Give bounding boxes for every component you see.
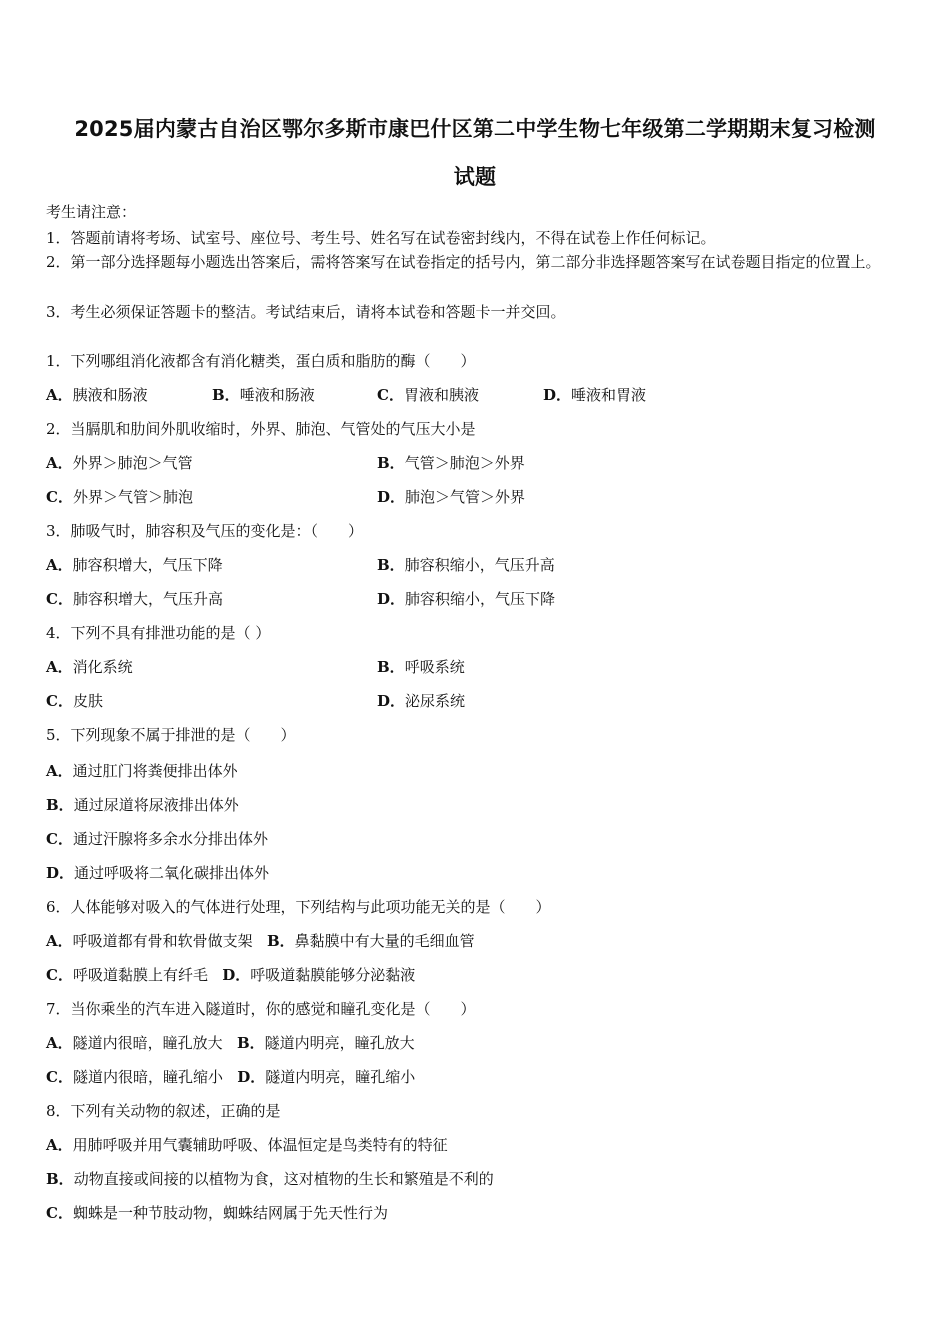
question-7-option-a[interactable]: A．隧道内很暗，瞳孔放大 [46, 1034, 223, 1052]
question-8-stem: 8．下列有关动物的叙述，正确的是 [46, 1102, 281, 1120]
question-5-option-b[interactable]: B．通过尿道将尿液排出体外 [46, 796, 239, 814]
question-2-option-d[interactable]: D．肺泡＞气管＞外界 [377, 488, 526, 506]
question-6-option-d[interactable]: D．呼吸道黏膜能够分泌黏液 [222, 966, 416, 984]
question-6-stem: 6．人体能够对吸入的气体进行处理，下列结构与此项功能无关的是（ ） [46, 898, 551, 916]
question-6-option-c[interactable]: C．呼吸道黏膜上有纤毛 [46, 966, 208, 984]
question-3-option-b[interactable]: B．肺容积缩小，气压升高 [377, 556, 555, 574]
question-5-stem: 5．下列现象不属于排泄的是（ ） [46, 726, 296, 744]
question-8-option-c[interactable]: C．蜘蛛是一种节肢动物，蜘蛛结网属于先天性行为 [46, 1204, 388, 1222]
question-4-option-b[interactable]: B．呼吸系统 [377, 658, 465, 676]
question-6-options-row-1 [46, 931, 475, 951]
question-5-option-a[interactable]: A．通过肛门将粪便排出体外 [46, 762, 238, 780]
page-title-line-1: 2025届内蒙古自治区鄂尔多斯市康巴什区第二中学生物七年级第二学期期末复习检测 [74, 117, 876, 141]
question-2-option-a[interactable]: A．外界＞肺泡＞气管 [46, 454, 193, 472]
question-1-option-a[interactable]: A．胰液和肠液 [46, 386, 148, 404]
question-4-option-d[interactable]: D．泌尿系统 [377, 692, 466, 710]
question-8-option-a[interactable]: A．用肺呼吸并用气囊辅助呼吸、体温恒定是鸟类特有的特征 [46, 1136, 448, 1154]
question-2-option-c[interactable]: C．外界＞气管＞肺泡 [46, 488, 193, 506]
question-7-options-row-1 [46, 1033, 415, 1053]
question-7-option-b[interactable]: B．隧道内明亮，瞳孔放大 [236, 1034, 415, 1052]
question-1-option-d[interactable]: D．唾液和胃液 [543, 386, 647, 404]
page-title-line-2: 试题 [453, 165, 497, 189]
question-1-option-c[interactable]: C．胃液和胰液 [377, 386, 479, 404]
question-7-option-c[interactable]: C．隧道内很暗，瞳孔缩小 [46, 1068, 223, 1086]
question-6-option-b[interactable]: B．鼻黏膜中有大量的毛细血管 [266, 932, 475, 950]
notice-item-2: 2．第一部分选择题每小题选出答案后，需将答案写在试卷指定的括号内，第二部分非选择题答案写在试卷题目指定的位置上。 [46, 253, 881, 271]
question-3-option-d[interactable]: D．肺容积缩小，气压下降 [377, 590, 556, 608]
question-3-option-a[interactable]: A．肺容积增大，气压下降 [46, 556, 223, 574]
question-5-option-c[interactable]: C．通过汗腺将多余水分排出体外 [46, 830, 268, 848]
question-2-stem: 2．当膈肌和肋间外肌收缩时，外界、肺泡、气管处的气压大小是 [46, 420, 476, 438]
question-2-option-b[interactable]: B．气管＞肺泡＞外界 [377, 454, 525, 472]
question-7-option-d[interactable]: D．隧道内明亮，瞳孔缩小 [237, 1068, 416, 1086]
notice-item-3: 3．考生必须保证答题卡的整洁。考试结束后，请将本试卷和答题卡一并交回。 [46, 303, 566, 321]
notice-item-1: 1．答题前请将考场、试室号、座位号、考生号、姓名写在试卷密封线内，不得在试卷上作任何标记。 [46, 229, 716, 247]
question-1-option-b[interactable]: B．唾液和肠液 [212, 386, 315, 404]
question-3-stem: 3．肺吸气时，肺容积及气压的变化是：（ ） [46, 522, 364, 540]
question-4-option-a[interactable]: A．消化系统 [46, 658, 133, 676]
notice-heading: 考生请注意： [46, 203, 137, 221]
question-7-stem: 7．当你乘坐的汽车进入隧道时，你的感觉和瞳孔变化是（ ） [46, 1000, 476, 1018]
question-1-stem: 1．下列哪组消化液都含有消化糖类，蛋白质和脂肪的酶（ ） [46, 352, 476, 370]
question-8-option-b[interactable]: B．动物直接或间接的以植物为食，这对植物的生长和繁殖是不利的 [46, 1170, 494, 1188]
question-6-option-a[interactable]: A．呼吸道都有骨和软骨做支架 [46, 932, 253, 950]
question-6-options-row-2 [46, 965, 415, 985]
question-4-option-c[interactable]: C．皮肤 [46, 692, 103, 710]
question-3-option-c[interactable]: C．肺容积增大，气压升高 [46, 590, 223, 608]
question-7-options-row-2 [46, 1067, 415, 1087]
question-5-option-d[interactable]: D．通过呼吸将二氧化碳排出体外 [46, 864, 270, 882]
question-4-stem: 4．下列不具有排泄功能的是（ ） [46, 624, 271, 642]
